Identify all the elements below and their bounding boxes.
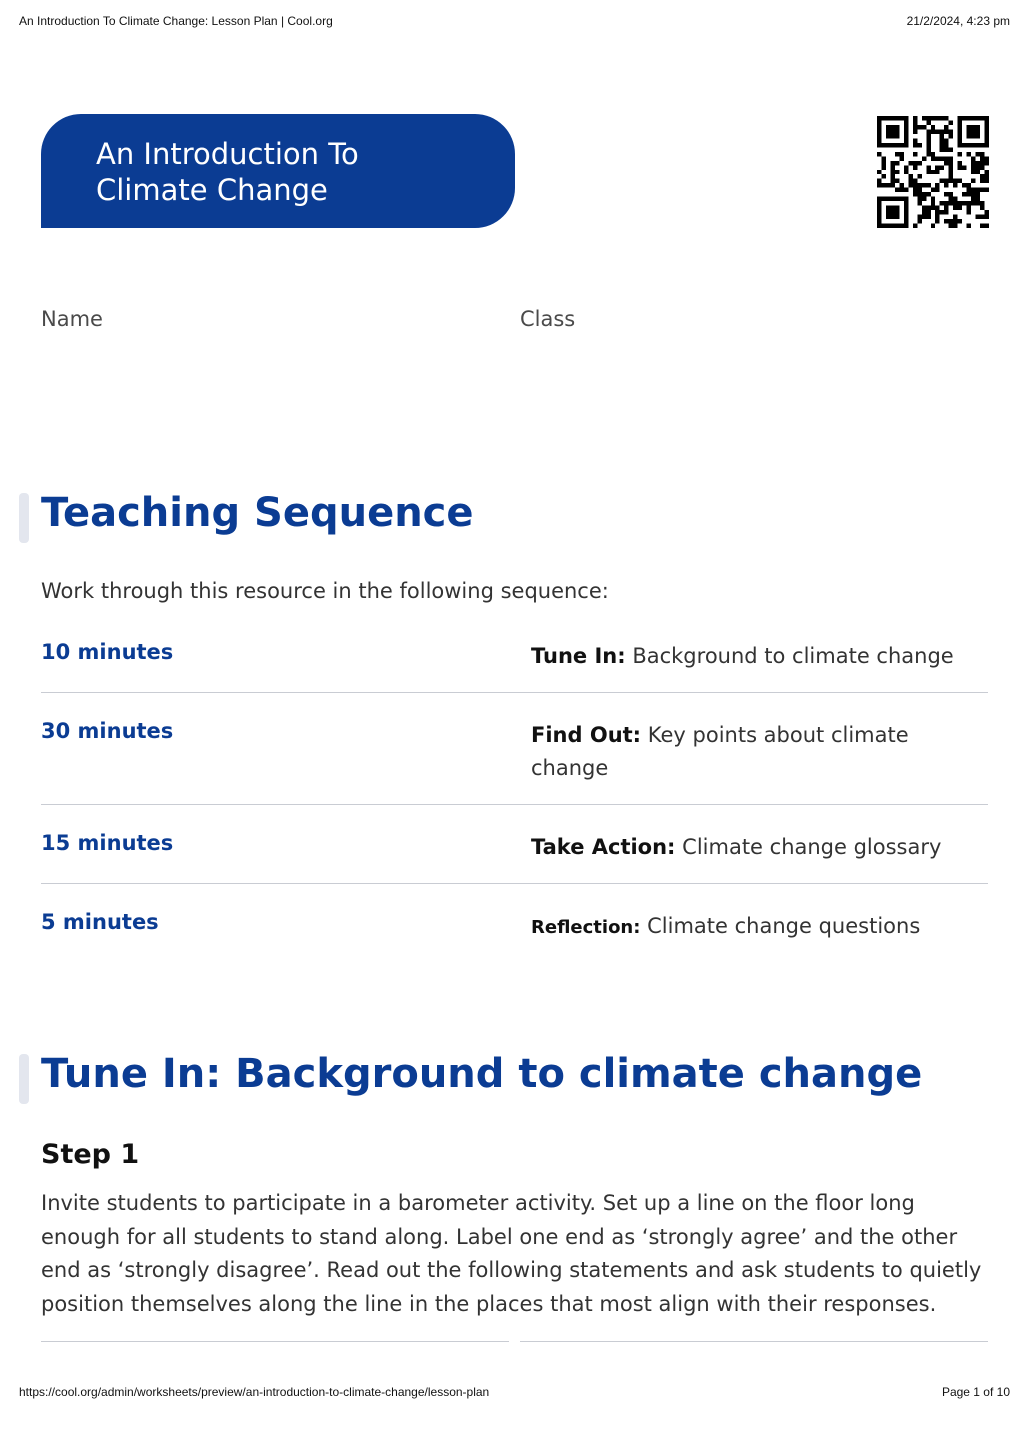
print-header (19, 14, 1010, 30)
title-banner (41, 114, 515, 228)
sequence-activity: Climate change glossary (682, 835, 942, 859)
print-header-title: An Introduction To Climate Change: Lesson Plan | Cool.org (19, 14, 333, 28)
qr-code (877, 116, 989, 228)
sequence-description (531, 831, 991, 864)
print-footer-url: https://cool.org/admin/worksheets/preview/an-introduction-to-climate-change/lesson-plan (19, 1385, 490, 1399)
sequence-activity: Climate change questions (647, 914, 921, 938)
row-divider (41, 883, 988, 884)
sequence-activity: Key points about climate change (531, 723, 909, 780)
teaching-sequence-heading: Teaching Sequence (41, 490, 474, 536)
page-title-line-1: An Introduction To (96, 137, 359, 171)
sequence-duration: 10 minutes (41, 640, 174, 664)
tune-in-heading: Tune In: Background to climate change (41, 1051, 923, 1097)
class-field-label: Class (520, 307, 576, 331)
sequence-stage: Reflection: (531, 917, 641, 938)
sequence-duration: 5 minutes (41, 910, 159, 934)
sequence-description (531, 640, 991, 673)
sequence-stage: Find Out: (531, 723, 642, 747)
print-header-datetime: 21/2/2024, 4:23 pm (906, 14, 1010, 28)
step-heading: Step 1 (41, 1139, 140, 1170)
print-footer (19, 1385, 1010, 1401)
page-break-line (41, 1341, 509, 1342)
page-title-line-2: Climate Change (96, 173, 328, 207)
page-break-line (520, 1341, 988, 1342)
sequence-description (531, 719, 951, 785)
name-field-label: Name (41, 307, 103, 331)
page-title (96, 136, 496, 208)
sequence-description (531, 910, 991, 944)
section-accent-bar (19, 493, 29, 543)
print-footer-page: Page 1 of 10 (941, 1385, 1010, 1399)
row-divider (41, 692, 988, 693)
sequence-duration: 30 minutes (41, 719, 174, 743)
sequence-stage: Take Action: (531, 835, 676, 859)
section-accent-bar (19, 1054, 29, 1104)
sequence-stage: Tune In: (531, 644, 626, 668)
teaching-sequence-intro: Work through this resource in the following sequence: (41, 579, 609, 603)
step-paragraph: Invite students to participate in a barometer activity. Set up a line on the floor long enough for all students to stand along. Label one end as ‘strongly agree’ and the other end as ‘strongly disagree’. Read out the following statements and ask students to quietly position themselves along the line in the places that most align with their responses. (41, 1191, 982, 1316)
row-divider (41, 804, 988, 805)
sequence-duration: 15 minutes (41, 831, 174, 855)
sequence-activity: Background to climate change (632, 644, 954, 668)
